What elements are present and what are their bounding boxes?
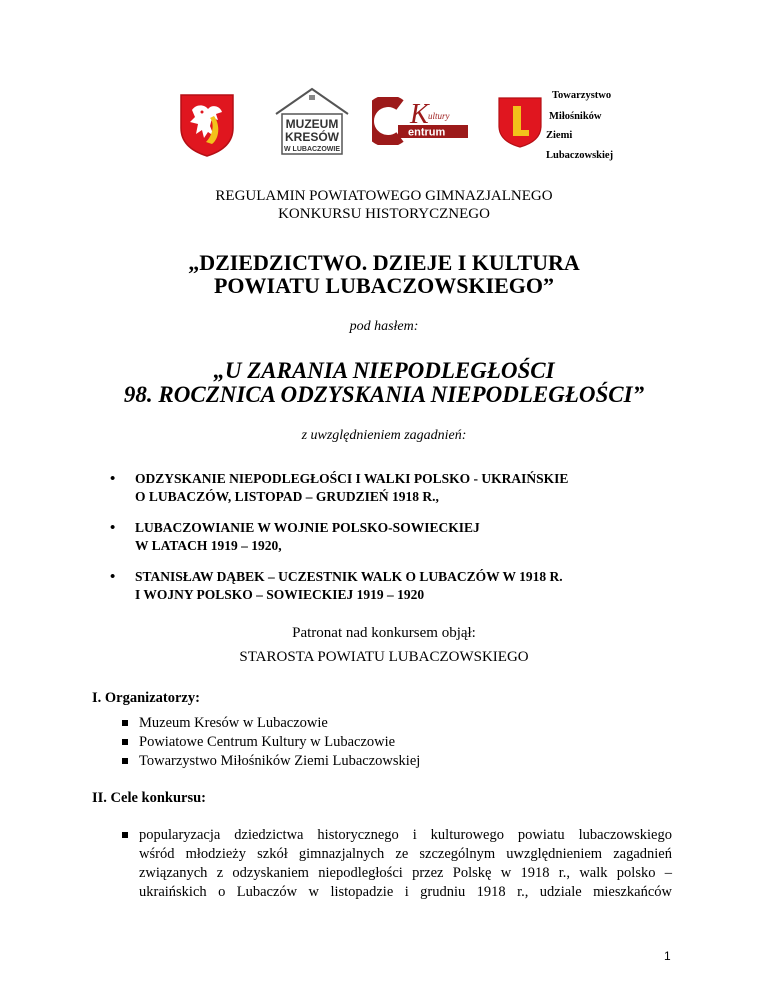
heading-line1: REGULAMIN POWIATOWEGO GIMNAZJALNEGO: [215, 188, 553, 204]
museum-line1: MUZEUM: [285, 117, 339, 131]
patronage-line1: Patronat nad konkursem objął:: [292, 625, 476, 641]
section2-title: II. Cele konkursu:: [92, 790, 207, 806]
society-line3: Ziemi: [546, 130, 573, 141]
topic-line1: • STANISŁAW DĄBEK – UCZESTNIK WALK O LUBACZÓW W 1918 R.: [135, 569, 563, 584]
page-number: 1: [664, 949, 671, 963]
goal-line: wśród młodzieży szkół gimnazjalnych ze szczególnym uwzględnieniem zagadnień: [139, 846, 672, 862]
topic-item: [110, 519, 670, 555]
motto-line2: 98. ROCZNICA ODZYSKANIA NIEPODLEGŁOŚCI”: [123, 382, 645, 407]
topic-line2: W LATACH 1919 – 1920,: [135, 538, 282, 553]
motto-label: pod hasłem:: [349, 319, 419, 334]
list-item: Muzeum Kresów w Lubaczowie: [122, 714, 420, 733]
museum-line2: KRESÓW: [285, 130, 339, 144]
lubaczow-coat-of-arms-icon: [497, 96, 543, 148]
museum-logo: [272, 86, 352, 156]
topic-line1: • LUBACZOWIANIE W WOJNIE POLSKO-SOWIECKIEJ: [135, 520, 480, 535]
topic-line2: O LUBACZÓW, LISTOPAD – GRUDZIEŃ 1918 R.,: [135, 489, 439, 504]
topic-line1: • ODZYSKANIE NIEPODLEGŁOŚCI I WALKI POLSKO - UKRAIŃSKIE: [135, 471, 569, 486]
topics-list: [110, 470, 670, 617]
goal-line: związanych z odzyskaniem niepodległości przez Polskę w 1918 r., walk polsko –: [139, 865, 672, 881]
powiat-coat-of-arms-icon: [178, 92, 236, 158]
title-line2: POWIATU LUBACZOWSKIEGO”: [213, 273, 555, 298]
society-line2: Miłośników: [549, 111, 602, 122]
list-item: Towarzystwo Miłośników Ziemi Lubaczowskiej: [122, 752, 420, 771]
topic-item: [110, 568, 670, 604]
motto-line1: „U ZARANIA NIEPODLEGŁOŚCI: [213, 358, 555, 383]
museum-line3: W LUBACZOWIE: [284, 146, 340, 153]
goal-paragraph: [122, 826, 672, 902]
centrum-kultury-logo: [372, 97, 472, 145]
centrum-word1: ultury: [428, 111, 450, 121]
section1-title: I. Organizatorzy:: [92, 690, 200, 706]
society-line1: Towarzystwo: [552, 90, 612, 101]
organizers-list: [122, 714, 420, 771]
patronage-line2: STAROSTA POWIATU LUBACZOWSKIEGO: [239, 649, 529, 665]
centrum-letter: K: [410, 99, 429, 130]
goal-line: popularyzacja dziedzictwa historycznego i kulturowego powiatu lubaczowskiego: [139, 827, 672, 843]
centrum-word2: entrum: [408, 126, 446, 139]
society-line4: Lubaczowskiej: [546, 150, 614, 161]
list-item: Powiatowe Centrum Kultury w Lubaczowie: [122, 733, 420, 752]
title-line1: „DZIEDZICTWO. DZIEJE I KULTURA: [188, 250, 580, 275]
topic-item: [110, 470, 670, 506]
goal-line: ukraińskich o Lubaczów w listopadzie i grudniu 1918 r., udziale mieszkańców: [139, 884, 672, 900]
heading-line2: KONKURSU HISTORYCZNEGO: [278, 206, 490, 222]
topics-label: z uwzględnieniem zagadnień:: [301, 428, 467, 443]
square-bullet-icon: [122, 832, 128, 838]
topic-line2: I WOJNY POLSKO – SOWIECKIEJ 1919 – 1920: [135, 587, 425, 602]
